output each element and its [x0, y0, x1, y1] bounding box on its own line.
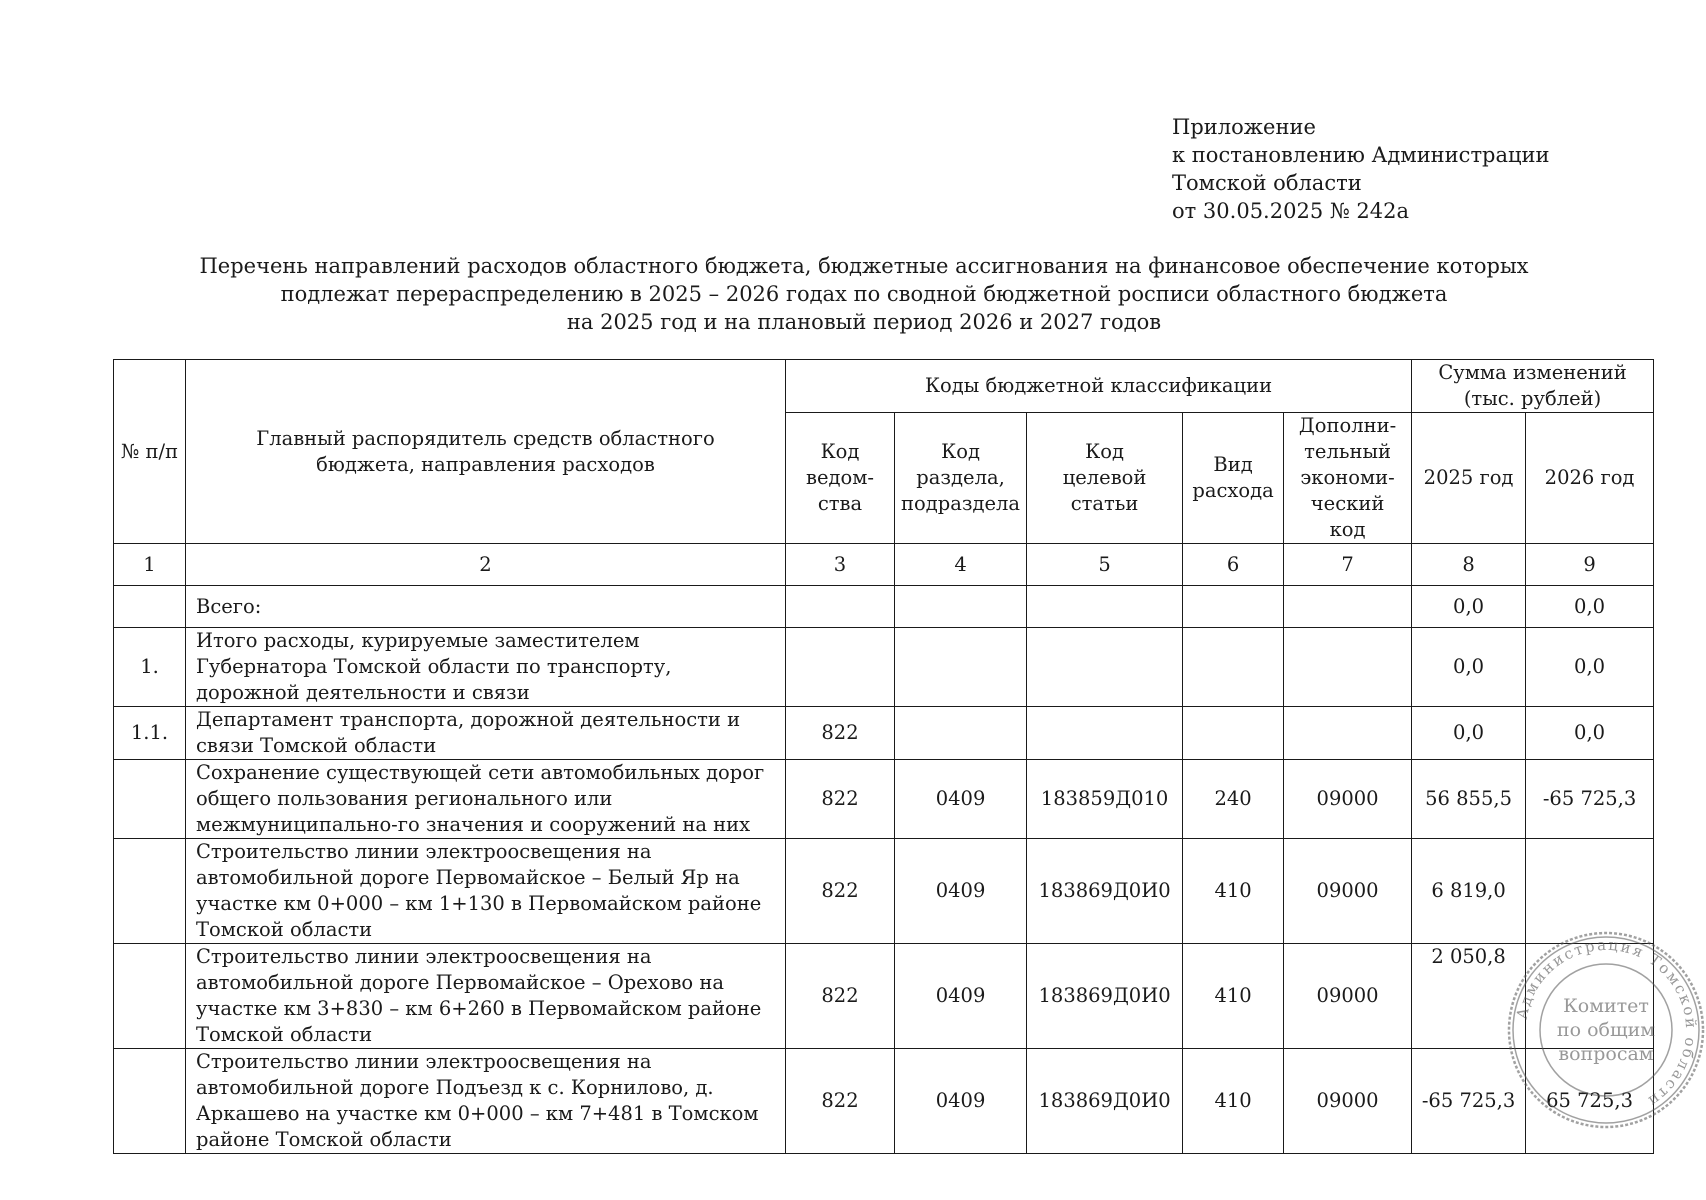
row-2026: -65 725,3 [1526, 760, 1654, 839]
row-2025: -65 725,3 [1412, 1049, 1526, 1154]
row-num [114, 944, 186, 1049]
row-dept: 822 [786, 1049, 895, 1154]
row-target: 183859Д010 [1027, 760, 1183, 839]
row-dept [786, 628, 895, 707]
header-target: Код целевой статьи [1027, 413, 1183, 544]
row-2026: 0,0 [1526, 586, 1654, 628]
row-target: 183869Д0И0 [1027, 944, 1183, 1049]
row-dept [786, 586, 895, 628]
official-seal [1506, 930, 1706, 1130]
header-row-1 [114, 360, 1654, 413]
row-extra: 09000 [1284, 839, 1412, 944]
row-section: 0409 [895, 1049, 1027, 1154]
row-target [1027, 628, 1183, 707]
table-row [114, 839, 1654, 944]
appendix-line-2: к постановлению Администрации [1172, 143, 1550, 167]
document-title [120, 252, 1608, 336]
header-2025: 2025 год [1412, 413, 1526, 544]
row-type: 240 [1183, 760, 1284, 839]
row-section [895, 586, 1027, 628]
seal-ring-text: Администрация Томской области [1512, 935, 1701, 1112]
row-desc: Итого расходы, курируемые заместителем Губернатора Томской области по транспорту, дорожной деятельности и связи [186, 628, 786, 707]
row-2026: 0,0 [1526, 707, 1654, 760]
row-2025: 0,0 [1412, 586, 1526, 628]
col-number: 8 [1412, 544, 1526, 586]
row-type: 410 [1183, 944, 1284, 1049]
table-row [114, 944, 1654, 1049]
row-2026 [1526, 839, 1654, 944]
row-2025: 0,0 [1412, 707, 1526, 760]
row-desc: Строительство линии электроосвещения на автомобильной дороге Первомайское – Орехово на участке км 3+830 – км 6+260 в Первомайском районе Томской области [186, 944, 786, 1049]
row-desc: Строительство линии электроосвещения на автомобильной дороге Подъезд к с. Корнилово, д. Аркашево на участке км 0+000 – км 7+481 в Томском районе Томской области [186, 1049, 786, 1154]
col-number: 3 [786, 544, 895, 586]
row-target: 183869Д0И0 [1027, 839, 1183, 944]
row-type [1183, 586, 1284, 628]
row-2026: 0,0 [1526, 628, 1654, 707]
row-num: 1. [114, 628, 186, 707]
header-sum-group: Сумма изменений (тыс. рублей) [1412, 360, 1654, 413]
row-section: 0409 [895, 944, 1027, 1049]
row-2025: 2 050,8 [1412, 944, 1526, 1049]
row-extra: 09000 [1284, 760, 1412, 839]
table-row [114, 1049, 1654, 1154]
budget-table [113, 359, 1654, 1154]
row-2025: 6 819,0 [1412, 839, 1526, 944]
row-desc: Департамент транспорта, дорожной деятельности и связи Томской области [186, 707, 786, 760]
row-section: 0409 [895, 839, 1027, 944]
row-extra: 09000 [1284, 1049, 1412, 1154]
table-row [114, 760, 1654, 839]
row-desc: Сохранение существующей сети автомобильных дорог общего пользования регионального или межмуниципально-го значения и сооружений на них [186, 760, 786, 839]
row-type [1183, 628, 1284, 707]
col-number: 6 [1183, 544, 1284, 586]
col-number: 9 [1526, 544, 1654, 586]
row-type [1183, 707, 1284, 760]
seal-center-line-2: по общим [1556, 1019, 1656, 1041]
title-line-1: Перечень направлений расходов областного бюджета, бюджетные ассигнования на финансовое обеспечение которых [199, 254, 1529, 278]
row-type: 410 [1183, 1049, 1284, 1154]
table-row [114, 586, 1654, 628]
col-number: 5 [1027, 544, 1183, 586]
row-num [114, 760, 186, 839]
header-dept: Код ведом-ства [786, 413, 895, 544]
row-extra [1284, 628, 1412, 707]
seal-center-line-3: вопросам [1558, 1043, 1654, 1065]
row-section: 0409 [895, 760, 1027, 839]
col-number: 2 [186, 544, 786, 586]
row-num [114, 586, 186, 628]
col-number: 1 [114, 544, 186, 586]
appendix-line-3: Томской области [1172, 171, 1362, 195]
row-num [114, 839, 186, 944]
header-section: Код раздела, подраздела [895, 413, 1027, 544]
row-type: 410 [1183, 839, 1284, 944]
row-desc: Всего: [186, 586, 786, 628]
row-dept: 822 [786, 760, 895, 839]
row-extra: 09000 [1284, 944, 1412, 1049]
header-2026: 2026 год [1526, 413, 1654, 544]
title-line-2: подлежат перераспределению в 2025 – 2026 годах по сводной бюджетной росписи областного бюджета [280, 282, 1448, 306]
table-row [114, 628, 1654, 707]
row-dept: 822 [786, 839, 895, 944]
header-main: Главный распорядитель средств областного бюджета, направления расходов [186, 360, 786, 544]
row-section [895, 628, 1027, 707]
row-2025: 56 855,5 [1412, 760, 1526, 839]
row-dept: 822 [786, 707, 895, 760]
table-row [114, 707, 1654, 760]
header-num: № п/п [114, 360, 186, 544]
column-number-row [114, 544, 1654, 586]
header-codes-group: Коды бюджетной классификации [786, 360, 1412, 413]
row-extra [1284, 586, 1412, 628]
col-number: 4 [895, 544, 1027, 586]
appendix-line-1: Приложение [1172, 115, 1316, 139]
row-extra [1284, 707, 1412, 760]
header-expense-type: Вид расхода [1183, 413, 1284, 544]
row-num: 1.1. [114, 707, 186, 760]
row-target [1027, 707, 1183, 760]
seal-center-line-1: Комитет [1563, 995, 1649, 1017]
row-section [895, 707, 1027, 760]
row-target [1027, 586, 1183, 628]
header-extra: Дополни-тельный экономи-ческий код [1284, 413, 1412, 544]
title-line-3: на 2025 год и на плановый период 2026 и 2027 годов [566, 310, 1162, 334]
appendix-block [1172, 113, 1550, 225]
col-number: 7 [1284, 544, 1412, 586]
row-2026: 65 725,3 [1526, 1049, 1654, 1154]
row-desc: Строительство линии электроосвещения на автомобильной дороге Первомайское – Белый Яр на участке км 0+000 – км 1+130 в Первомайском районе Томской области [186, 839, 786, 944]
row-target: 183869Д0И0 [1027, 1049, 1183, 1154]
row-2025: 0,0 [1412, 628, 1526, 707]
row-num [114, 1049, 186, 1154]
row-dept: 822 [786, 944, 895, 1049]
appendix-line-4: от 30.05.2025 № 242а [1172, 199, 1409, 223]
